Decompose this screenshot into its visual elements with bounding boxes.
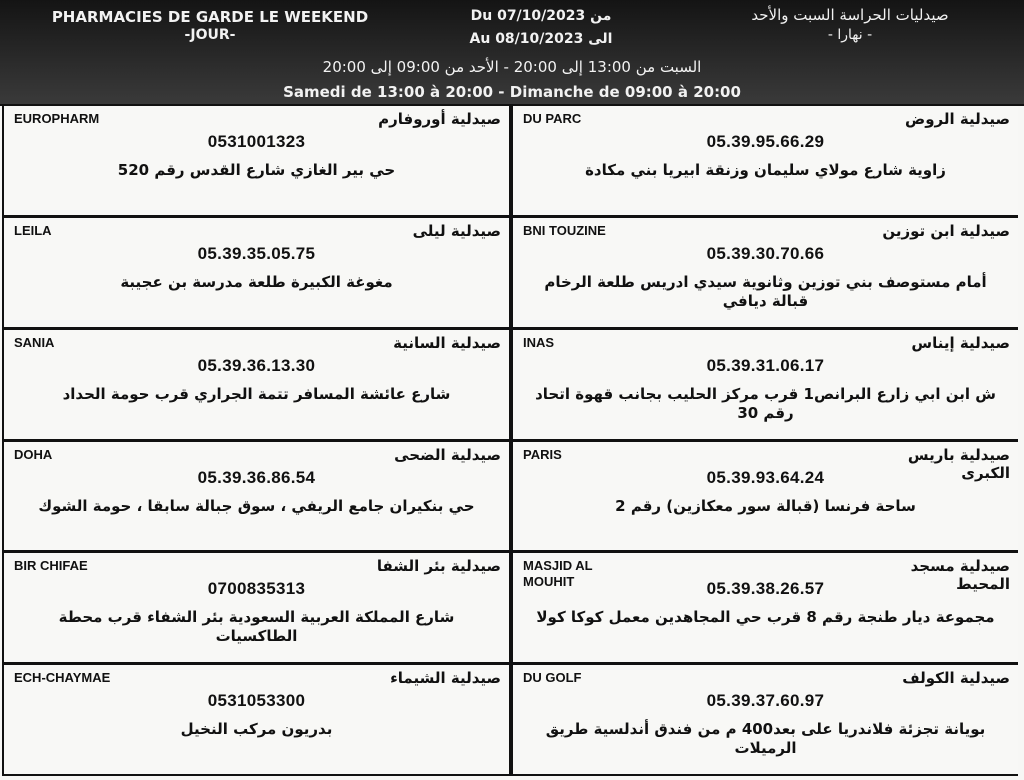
pharmacy-address: شارع المملكة العربية السعودية بئر الشفاء قرب محطة الطاكسيات (58, 608, 455, 646)
pharmacy-name-fr: PARIS (523, 446, 562, 462)
pharmacy-name-ar: صيدلية مسجد المحيط (910, 557, 1010, 594)
pharmacy-name-ar: صيدلية الشيماء (390, 669, 501, 688)
pharmacy-cell (4, 106, 509, 215)
pharmacy-address: أمام مستوصف بني توزين وثانوية سيدي ادريس طلعة الرخام قبالة ديافي (544, 272, 987, 310)
pharmacy-name-ar: صيدلية الضحى (394, 445, 501, 464)
pharmacy-phone: 05.39.35.05.75 (197, 243, 316, 263)
pharmacy-address: بدريون مركب النخيل (180, 720, 333, 739)
schedule-header (0, 0, 1024, 106)
pharmacy-cell (4, 218, 509, 327)
pharmacy-cell (513, 553, 1018, 662)
pharmacy-phone: 05.39.38.26.57 (706, 579, 825, 599)
pharmacy-phone: 05.39.36.13.30 (197, 355, 316, 375)
pharmacy-name-fr: BNI TOUZINE (523, 222, 606, 238)
pharmacy-cell (513, 218, 1018, 327)
date-to: Au 08/10/2023 الى (469, 31, 613, 47)
pharmacy-name-ar: صيدلية باريس الكبرى (907, 445, 1010, 482)
pharmacy-cell (4, 442, 509, 551)
pharmacy-name-fr: DOHA (14, 446, 53, 462)
pharmacy-name-ar: صيدلية أوروفارم (378, 110, 501, 128)
pharmacy-address: ساحة فرنسا (قبالة سور معكازين) رقم 2 (615, 496, 916, 515)
pharmacy-name-fr: DU GOLF (523, 670, 582, 686)
title-fr: PHARMACIES DE GARDE LE WEEKEND (51, 8, 369, 26)
pharmacy-phone: 05.39.37.60.97 (706, 691, 825, 711)
pharmacy-name-fr: SANIA (14, 334, 55, 350)
pharmacy-name-fr: EUROPHARM (14, 111, 100, 126)
pharmacy-address: حي بير الغازي شارع القدس رقم 520 (117, 161, 396, 179)
pharmacy-name-fr: LEILA (14, 222, 52, 238)
pharmacy-address: ش ابن ابي زارع البرانص1 قرب مركز الحليب بجانب قهوة اتحاد رقم 30 (535, 384, 996, 422)
pharmacy-phone: 0531001323 (207, 132, 306, 151)
pharmacy-phone: 0700835313 (207, 579, 306, 599)
pharmacy-phone: 05.39.93.64.24 (706, 467, 825, 487)
pharmacy-cell (4, 665, 509, 774)
pharmacy-name-ar: صيدلية الكولف (902, 669, 1010, 688)
subtitle-ar: - نهارا - (827, 27, 873, 43)
pharmacy-name-ar: صيدلية السانية (393, 333, 501, 352)
subtitle-fr: -JOUR- (184, 27, 236, 43)
pharmacy-address: مجموعة ديار طنجة رقم 8 قرب حي المجاهدين معمل كوكا كولا (536, 608, 995, 627)
pharmacy-address: حي بنكيران جامع الريفي ، سوق جبالة سابقا ، حومة الشوك (38, 496, 475, 515)
pharmacy-cell (4, 553, 509, 662)
date-from: Du 07/10/2023 من (470, 8, 612, 24)
pharmacy-name-ar: صيدلية الروض (905, 110, 1010, 128)
pharmacy-name-ar: صيدلية ليلى (412, 221, 501, 240)
pharmacy-phone: 05.39.36.86.54 (197, 467, 316, 487)
hours-fr: Samedi de 13:00 à 20:00 - Dimanche de 09:00 à 20:00 (283, 83, 741, 101)
pharmacy-address: شارع عائشة المسافر تتمة الجراري قرب حومة الحداد (62, 384, 451, 403)
pharmacy-name-ar: صيدلية ابن توزين (882, 221, 1010, 240)
pharmacy-address: مغوغة الكبيرة طلعة مدرسة بن عجيبة (120, 272, 393, 291)
pharmacy-grid (2, 104, 1018, 776)
pharmacy-name-ar: صيدلية بئر الشفا (376, 557, 501, 576)
pharmacy-name-ar: صيدلية إيناس (911, 333, 1010, 352)
pharmacy-name-fr: DU PARC (523, 111, 582, 126)
pharmacy-cell (513, 442, 1018, 551)
pharmacy-cell (4, 330, 509, 439)
pharmacy-phone: 05.39.95.66.29 (706, 132, 825, 151)
pharmacy-name-fr: BIR CHIFAE (14, 558, 88, 574)
pharmacy-phone: 0531053300 (207, 691, 306, 711)
pharmacy-address: بويانة تجزئة فلاندريا على بعد400 م من فندق أندلسية طريق الرميلات (545, 720, 986, 758)
pharmacy-name-fr: MASJID AL MOUHIT (523, 558, 593, 590)
pharmacy-name-fr: ECH-CHAYMAE (14, 670, 111, 686)
title-ar: صيدليات الحراسة السبت والأحد (751, 6, 949, 24)
pharmacy-phone: 05.39.31.06.17 (706, 355, 825, 375)
pharmacy-address: زاوية شارع مولاي سليمان وزنقة ابيريا بني مكادة (585, 161, 946, 179)
pharmacy-name-fr: INAS (523, 334, 555, 350)
pharmacy-cell (513, 106, 1018, 215)
pharmacy-cell (513, 330, 1018, 439)
pharmacy-phone: 05.39.30.70.66 (706, 243, 825, 263)
pharmacy-cell (513, 665, 1018, 774)
hours-ar: السبت من 13:00 إلى 20:00 - الأحد من 09:00 إلى 20:00 (322, 58, 702, 76)
